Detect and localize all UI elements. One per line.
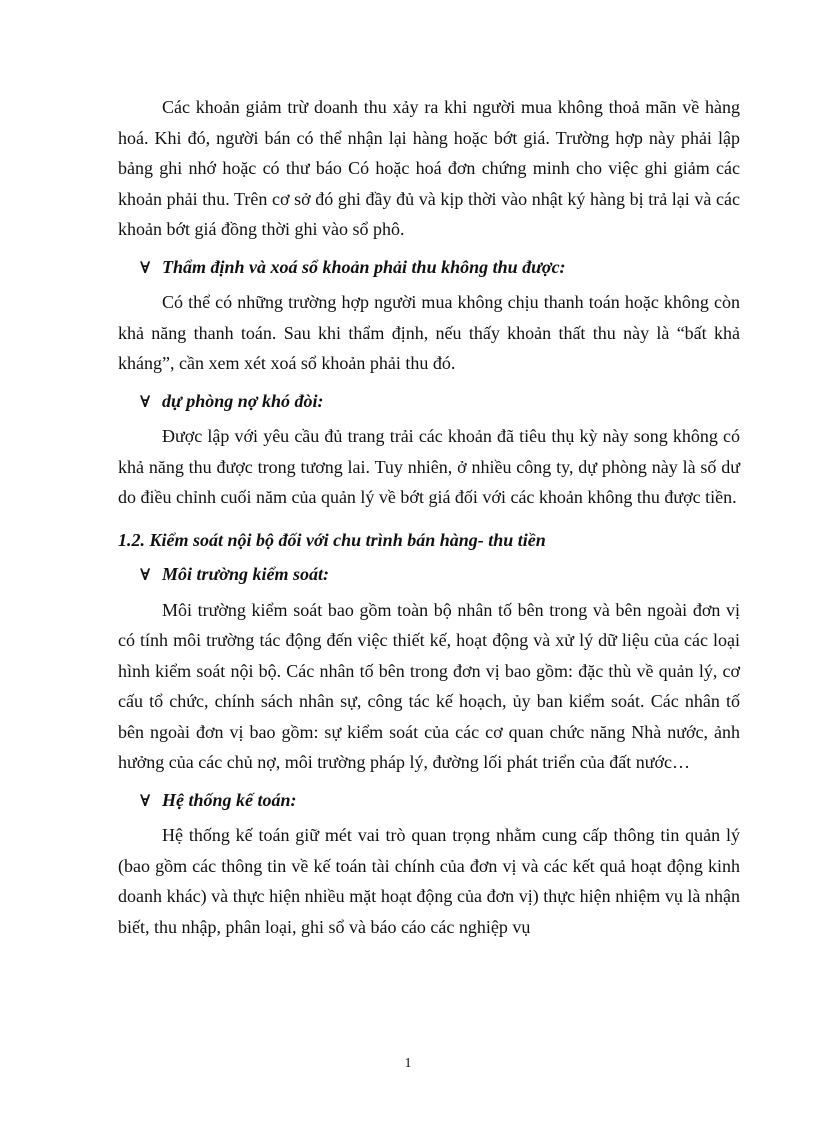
paragraph-sales-deductions: Các khoản giảm trừ doanh thu xảy ra khi người mua không thoả mãn về hàng hoá. Khi đó, người bán có thể nhận lại hàng hoặc bớt giá. Trường hợp này phải lập bảng ghi nhớ hoặc có thư báo Có hoặc hoá đơn chứng minh cho việc ghi giảm các khoản phải thu. Trên cơ sở đó ghi đầy đủ và kịp thời vào nhật ký hàng bị trả lại và các khoản bớt giá đồng thời ghi vào sổ phô.	[118, 97, 740, 239]
bullet-check-icon: ∀	[140, 393, 151, 411]
bullet-check-icon: ∀	[140, 567, 151, 584]
document-page	[118, 92, 740, 942]
bullet-heading-text: Thẩm định và xoá sổ khoản phải thu không thu được:	[162, 256, 566, 277]
paragraph-accounting-system: Hệ thống kế toán giữ mét vai trò quan trọng nhằm cung cấp thông tin quản lý (bao gồm các thông tin về kế toán tài chính của đơn vị và các kết quả hoạt động kinh doanh khác) và thực hiện nhiều mặt hoạt động của đơn vị) thực hiện nhiệm vụ là nhận biết, thu nhập, phân loại, ghi sổ và báo cáo các nghiệp vụ	[118, 825, 740, 937]
bullet-heading-text: Hệ thống kế toán:	[162, 789, 297, 810]
bullet-check-icon: ∀	[140, 792, 151, 810]
bullet-heading-text: Môi trường kiểm soát:	[162, 564, 329, 584]
bullet-check-icon: ∀	[140, 259, 151, 277]
paragraph-control-environment: Môi trường kiểm soát bao gồm toàn bộ nhân tố bên trong và bên ngoài đơn vị có tính môi trường tác động đến việc thiết kế, hoạt động và xử lý dữ liệu của các loại hình kiểm soát nội bộ. Các nhân tố bên trong đơn vị bao gồm: đặc thù về quản lý, cơ cấu tổ chức, chính sách nhân sự, công tác kế hoạch, ủy ban kiểm soát. Các nhân tố bên ngoài đơn vị bao gồm: sự kiểm soát của các cơ quan chức năng Nhà nước, ảnh hưởng của các chủ nợ, môi trường pháp lý, đường lối phát triển của đất nước…	[118, 599, 740, 772]
bullet-heading-write-off	[118, 252, 740, 285]
page-number: 1	[404, 1056, 412, 1071]
section-heading-1-2: 1.2. Kiểm soát nội bộ đối với chu trình bán hàng- thu tiền	[118, 529, 546, 550]
bullet-heading-accounting-system	[118, 785, 740, 818]
paragraph-bad-debt: Được lập với yêu cầu đủ trang trải các khoản đã tiêu thụ kỳ này song không có khả năng thu được trong tương lai. Tuy nhiên, ở nhiều công ty, dự phòng này là số dư do điều chỉnh cuối năm của quản lý về bớt giá đối với các khoản không thu được tiền.	[118, 426, 740, 507]
bullet-heading-bad-debt	[118, 386, 740, 419]
bullet-heading-text: dự phòng nợ khó đòi:	[162, 390, 324, 411]
bullet-heading-control-environment	[118, 559, 740, 592]
paragraph-write-off: Có thể có những trường hợp người mua không chịu thanh toán hoặc không còn khả năng thanh toán. Sau khi thẩm định, nếu thấy khoản thất thu này là “bất khả kháng”, cần xem xét xoá sổ khoản phải thu đó.	[118, 292, 740, 373]
